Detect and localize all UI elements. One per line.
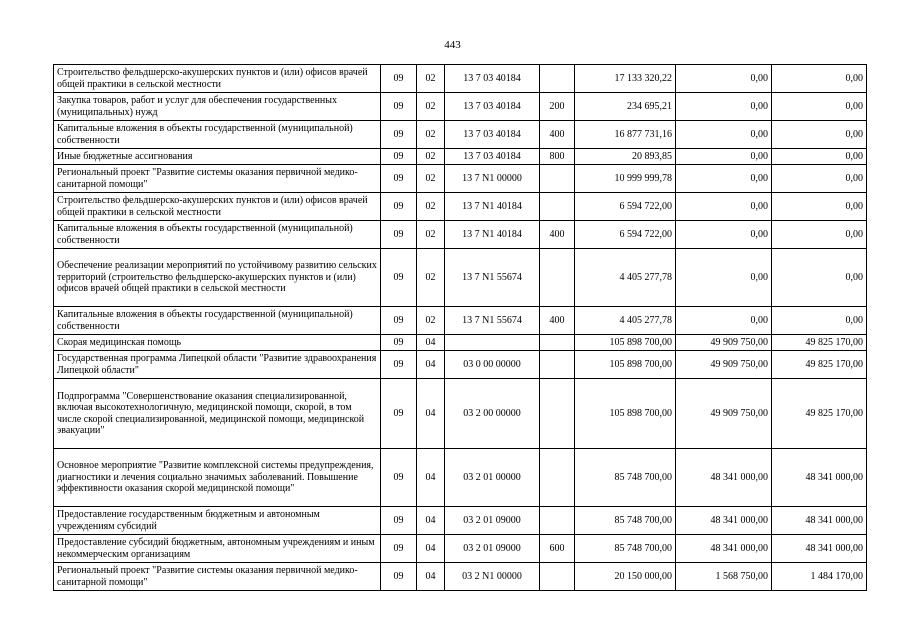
row-sum-year2-cell: 48 341 000,00 — [676, 449, 772, 507]
row-name-cell: Капитальные вложения в объекты государственной (муниципальной) собственности — [54, 221, 381, 249]
row-sum-year2-cell: 0,00 — [676, 65, 772, 93]
row-subsection-cell: 02 — [417, 65, 445, 93]
row-target-article-cell: 03 2 01 09000 — [445, 507, 540, 535]
row-name-cell: Региональный проект "Развитие системы оказания первичной медико-санитарной помощи" — [54, 563, 381, 591]
row-sum-year2-cell: 0,00 — [676, 93, 772, 121]
row-name-cell: Закупка товаров, работ и услуг для обеспечения государственных (муниципальных) нужд — [54, 93, 381, 121]
page-number: 443 — [444, 39, 461, 51]
row-sum-year1-cell: 4 405 277,78 — [575, 249, 676, 307]
table-row — [54, 507, 867, 535]
row-sum-year2-cell: 0,00 — [676, 165, 772, 193]
row-target-article-cell: 03 2 01 00000 — [445, 449, 540, 507]
row-expense-type-cell: 400 — [540, 307, 575, 335]
row-section-cell: 09 — [381, 93, 417, 121]
row-sum-year1-cell: 234 695,21 — [575, 93, 676, 121]
row-expense-type-cell — [540, 507, 575, 535]
row-name-cell: Капитальные вложения в объекты государственной (муниципальной) собственности — [54, 307, 381, 335]
row-subsection-cell: 04 — [417, 563, 445, 591]
table-row — [54, 449, 867, 507]
row-sum-year1-cell: 105 898 700,00 — [575, 379, 676, 449]
row-expense-type-cell — [540, 449, 575, 507]
row-sum-year3-cell: 1 484 170,00 — [772, 563, 867, 591]
row-name-cell: Строительство фельдшерско-акушерских пунктов и (или) офисов врачей общей практики в сельской местности — [54, 193, 381, 221]
row-target-article-cell: 13 7 03 40184 — [445, 149, 540, 165]
table-row — [54, 149, 867, 165]
row-sum-year2-cell: 0,00 — [676, 307, 772, 335]
row-section-cell: 09 — [381, 535, 417, 563]
row-expense-type-cell — [540, 65, 575, 93]
row-expense-type-cell: 400 — [540, 221, 575, 249]
row-sum-year2-cell: 49 909 750,00 — [676, 379, 772, 449]
row-sum-year2-cell: 0,00 — [676, 121, 772, 149]
row-expense-type-cell: 200 — [540, 93, 575, 121]
row-subsection-cell: 04 — [417, 507, 445, 535]
row-target-article-cell — [445, 335, 540, 351]
row-target-article-cell: 13 7 N1 00000 — [445, 165, 540, 193]
row-section-cell: 09 — [381, 449, 417, 507]
row-section-cell: 09 — [381, 121, 417, 149]
row-sum-year1-cell: 105 898 700,00 — [575, 351, 676, 379]
row-target-article-cell: 03 2 N1 00000 — [445, 563, 540, 591]
row-sum-year3-cell: 0,00 — [772, 221, 867, 249]
row-expense-type-cell — [540, 193, 575, 221]
row-target-article-cell: 13 7 N1 55674 — [445, 249, 540, 307]
row-sum-year1-cell: 85 748 700,00 — [575, 535, 676, 563]
row-sum-year3-cell: 48 341 000,00 — [772, 449, 867, 507]
row-sum-year1-cell: 20 893,85 — [575, 149, 676, 165]
row-sum-year1-cell: 85 748 700,00 — [575, 507, 676, 535]
row-sum-year2-cell: 0,00 — [676, 249, 772, 307]
row-section-cell: 09 — [381, 65, 417, 93]
row-name-cell: Скорая медицинская помощь — [54, 335, 381, 351]
row-section-cell: 09 — [381, 149, 417, 165]
row-name-cell: Иные бюджетные ассигнования — [54, 149, 381, 165]
row-subsection-cell: 02 — [417, 121, 445, 149]
row-sum-year2-cell: 1 568 750,00 — [676, 563, 772, 591]
table-row — [54, 379, 867, 449]
table-row — [54, 121, 867, 149]
row-sum-year3-cell: 0,00 — [772, 65, 867, 93]
row-sum-year2-cell: 0,00 — [676, 149, 772, 165]
row-sum-year3-cell: 0,00 — [772, 193, 867, 221]
row-expense-type-cell — [540, 351, 575, 379]
table-row — [54, 249, 867, 307]
table-row — [54, 65, 867, 93]
row-sum-year1-cell: 10 999 999,78 — [575, 165, 676, 193]
row-sum-year3-cell: 48 341 000,00 — [772, 507, 867, 535]
row-sum-year2-cell: 49 909 750,00 — [676, 335, 772, 351]
row-section-cell: 09 — [381, 563, 417, 591]
row-subsection-cell: 02 — [417, 149, 445, 165]
table-row — [54, 93, 867, 121]
row-sum-year1-cell: 20 150 000,00 — [575, 563, 676, 591]
row-name-cell: Предоставление государственным бюджетным и автономным учреждениям субсидий — [54, 507, 381, 535]
row-expense-type-cell: 800 — [540, 149, 575, 165]
row-subsection-cell: 02 — [417, 249, 445, 307]
row-subsection-cell: 02 — [417, 93, 445, 121]
row-sum-year1-cell: 6 594 722,00 — [575, 193, 676, 221]
table-row — [54, 165, 867, 193]
budget-table — [53, 64, 867, 591]
table-row — [54, 351, 867, 379]
row-sum-year3-cell: 0,00 — [772, 307, 867, 335]
row-target-article-cell: 13 7 03 40184 — [445, 65, 540, 93]
row-section-cell: 09 — [381, 249, 417, 307]
row-expense-type-cell: 600 — [540, 535, 575, 563]
row-expense-type-cell — [540, 249, 575, 307]
row-expense-type-cell — [540, 335, 575, 351]
row-expense-type-cell — [540, 165, 575, 193]
row-sum-year3-cell: 0,00 — [772, 149, 867, 165]
row-name-cell: Обеспечение реализации мероприятий по устойчивому развитию сельских территорий (строительство фельдшерско-акушерских пунктов и (или) офисов врачей общей практики в сельской местности — [54, 249, 381, 307]
row-target-article-cell: 13 7 N1 55674 — [445, 307, 540, 335]
table-row — [54, 563, 867, 591]
row-sum-year3-cell: 0,00 — [772, 93, 867, 121]
row-expense-type-cell: 400 — [540, 121, 575, 149]
row-section-cell: 09 — [381, 193, 417, 221]
row-sum-year2-cell: 0,00 — [676, 193, 772, 221]
row-section-cell: 09 — [381, 351, 417, 379]
row-section-cell: 09 — [381, 335, 417, 351]
row-sum-year3-cell: 49 825 170,00 — [772, 351, 867, 379]
row-target-article-cell: 03 2 00 00000 — [445, 379, 540, 449]
row-target-article-cell: 13 7 03 40184 — [445, 121, 540, 149]
row-target-article-cell: 03 0 00 00000 — [445, 351, 540, 379]
row-subsection-cell: 02 — [417, 221, 445, 249]
row-name-cell: Предоставление субсидий бюджетным, автономным учреждениям и иным некоммерческим организациям — [54, 535, 381, 563]
row-sum-year3-cell: 48 341 000,00 — [772, 535, 867, 563]
row-subsection-cell: 02 — [417, 193, 445, 221]
row-section-cell: 09 — [381, 379, 417, 449]
row-subsection-cell: 04 — [417, 535, 445, 563]
table-row — [54, 307, 867, 335]
row-sum-year2-cell: 48 341 000,00 — [676, 507, 772, 535]
row-section-cell: 09 — [381, 221, 417, 249]
row-name-cell: Подпрограмма "Совершенствование оказания специализированной, включая высокотехнологичную, медицинской помощи, скорой, в том числе скорой специализированной, медицинской помощи, медицинской эвакуации" — [54, 379, 381, 449]
row-target-article-cell: 13 7 03 40184 — [445, 93, 540, 121]
table-row — [54, 221, 867, 249]
row-section-cell: 09 — [381, 165, 417, 193]
row-name-cell: Региональный проект "Развитие системы оказания первичной медико-санитарной помощи" — [54, 165, 381, 193]
row-subsection-cell: 04 — [417, 379, 445, 449]
row-section-cell: 09 — [381, 307, 417, 335]
row-sum-year3-cell: 0,00 — [772, 165, 867, 193]
row-subsection-cell: 02 — [417, 307, 445, 335]
table-row — [54, 535, 867, 563]
row-name-cell: Капитальные вложения в объекты государственной (муниципальной) собственности — [54, 121, 381, 149]
budget-table-body — [54, 65, 867, 591]
row-sum-year1-cell: 4 405 277,78 — [575, 307, 676, 335]
row-subsection-cell: 04 — [417, 449, 445, 507]
row-name-cell: Строительство фельдшерско-акушерских пунктов и (или) офисов врачей общей практики в сельской местности — [54, 65, 381, 93]
row-name-cell: Государственная программа Липецкой области "Развитие здравоохранения Липецкой области" — [54, 351, 381, 379]
row-sum-year1-cell: 17 133 320,22 — [575, 65, 676, 93]
row-sum-year1-cell: 16 877 731,16 — [575, 121, 676, 149]
table-row — [54, 193, 867, 221]
row-sum-year2-cell: 49 909 750,00 — [676, 351, 772, 379]
row-subsection-cell: 04 — [417, 335, 445, 351]
row-sum-year2-cell: 0,00 — [676, 221, 772, 249]
row-target-article-cell: 03 2 01 09000 — [445, 535, 540, 563]
row-sum-year1-cell: 85 748 700,00 — [575, 449, 676, 507]
row-section-cell: 09 — [381, 507, 417, 535]
row-name-cell: Основное мероприятие "Развитие комплексной системы предупреждения, диагностики и лечения социально значимых заболеваний. Повышение эффективности оказания скорой медицинской помощи" — [54, 449, 381, 507]
row-subsection-cell: 02 — [417, 165, 445, 193]
row-target-article-cell: 13 7 N1 40184 — [445, 221, 540, 249]
row-subsection-cell: 04 — [417, 351, 445, 379]
row-expense-type-cell — [540, 379, 575, 449]
row-sum-year3-cell: 49 825 170,00 — [772, 379, 867, 449]
row-sum-year3-cell: 0,00 — [772, 121, 867, 149]
row-sum-year2-cell: 48 341 000,00 — [676, 535, 772, 563]
row-sum-year1-cell: 6 594 722,00 — [575, 221, 676, 249]
row-sum-year3-cell: 0,00 — [772, 249, 867, 307]
row-sum-year1-cell: 105 898 700,00 — [575, 335, 676, 351]
row-expense-type-cell — [540, 563, 575, 591]
table-row — [54, 335, 867, 351]
row-sum-year3-cell: 49 825 170,00 — [772, 335, 867, 351]
row-target-article-cell: 13 7 N1 40184 — [445, 193, 540, 221]
